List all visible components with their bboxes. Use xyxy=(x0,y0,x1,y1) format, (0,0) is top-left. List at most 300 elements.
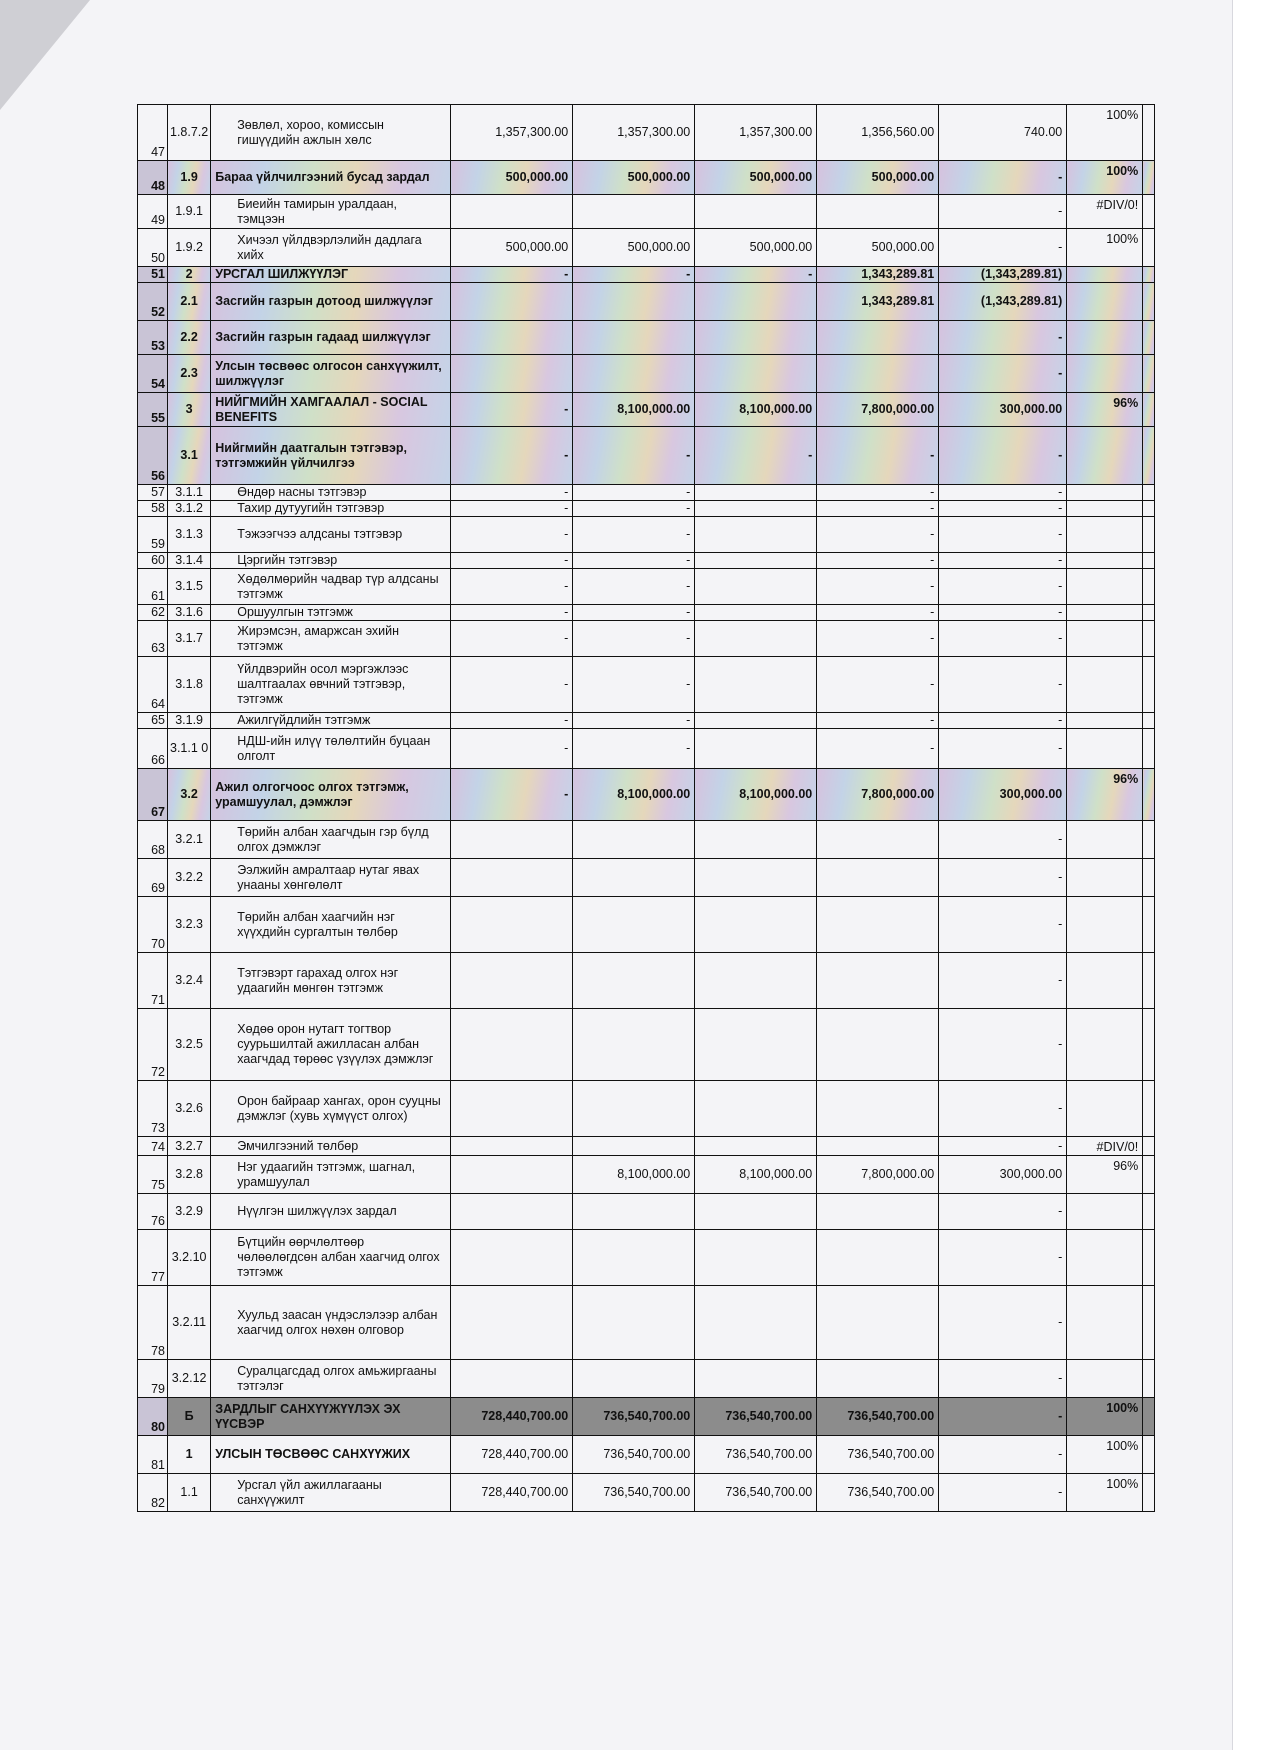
actual-amount xyxy=(817,821,939,859)
actual-amount: 736,540,700.00 xyxy=(817,1398,939,1436)
revised-budget: - xyxy=(573,713,695,729)
planned-amount xyxy=(695,1137,817,1156)
table-row xyxy=(138,1009,1155,1081)
table-row xyxy=(138,485,1155,501)
empty-cell xyxy=(1143,621,1155,657)
difference: - xyxy=(939,485,1067,501)
table-row xyxy=(138,517,1155,553)
table-row xyxy=(138,953,1155,1009)
difference: - xyxy=(939,621,1067,657)
row-index: 73 xyxy=(138,1081,168,1137)
empty-cell xyxy=(1143,569,1155,605)
table-row xyxy=(138,1436,1155,1474)
planned-amount xyxy=(695,713,817,729)
completion-percent xyxy=(1067,485,1143,501)
planned-amount xyxy=(695,821,817,859)
row-index: 66 xyxy=(138,729,168,769)
item-name: Өндөр насны тэтгэвэр xyxy=(211,485,451,501)
empty-cell xyxy=(1143,1436,1155,1474)
difference: - xyxy=(939,1360,1067,1398)
revised-budget xyxy=(573,1286,695,1360)
item-name: Хөдөө орон нутагт тогтвор суурьшилтай ажилласан албан хаагчдад төрөөс үзүүлэх дэмжлэг xyxy=(211,1009,451,1081)
empty-cell xyxy=(1143,229,1155,267)
planned-amount xyxy=(695,195,817,229)
row-index: 64 xyxy=(138,657,168,713)
empty-cell xyxy=(1143,501,1155,517)
revised-budget xyxy=(573,1081,695,1137)
actual-amount: - xyxy=(817,569,939,605)
table-row xyxy=(138,321,1155,355)
revised-budget: - xyxy=(573,267,695,283)
approved-budget: - xyxy=(451,569,573,605)
row-index: 53 xyxy=(138,321,168,355)
item-name: Суралцагсдад олгох амьжиргааны тэтгэлэг xyxy=(211,1360,451,1398)
difference: (1,343,289.81) xyxy=(939,283,1067,321)
row-index: 57 xyxy=(138,485,168,501)
row-index: 69 xyxy=(138,859,168,897)
table-row xyxy=(138,229,1155,267)
revised-budget: - xyxy=(573,569,695,605)
revised-budget: - xyxy=(573,517,695,553)
difference: - xyxy=(939,195,1067,229)
approved-budget: - xyxy=(451,393,573,427)
completion-percent xyxy=(1067,657,1143,713)
row-code: 1.9.1 xyxy=(168,195,211,229)
item-name: ЗАРДЛЫГ САНХҮҮЖҮҮЛЭХ ЭХ ҮҮСВЭР xyxy=(211,1398,451,1436)
actual-amount xyxy=(817,1194,939,1230)
revised-budget: - xyxy=(573,605,695,621)
difference: 300,000.00 xyxy=(939,393,1067,427)
revised-budget xyxy=(573,355,695,393)
row-index: 78 xyxy=(138,1286,168,1360)
row-code: 2.3 xyxy=(168,355,211,393)
difference: - xyxy=(939,1194,1067,1230)
empty-cell xyxy=(1143,321,1155,355)
revised-budget xyxy=(573,859,695,897)
actual-amount: - xyxy=(817,713,939,729)
table-row xyxy=(138,267,1155,283)
table-row xyxy=(138,621,1155,657)
revised-budget: - xyxy=(573,501,695,517)
actual-amount: - xyxy=(817,621,939,657)
table-row xyxy=(138,1474,1155,1512)
difference: 740.00 xyxy=(939,105,1067,161)
planned-amount: 1,357,300.00 xyxy=(695,105,817,161)
empty-cell xyxy=(1143,657,1155,713)
item-name: Эмчилгээний төлбөр xyxy=(211,1137,451,1156)
approved-budget xyxy=(451,1230,573,1286)
row-index: 59 xyxy=(138,517,168,553)
item-name: Нийгмийн даатгалын тэтгэвэр, тэтгэмжийн үйлчилгээ xyxy=(211,427,451,485)
item-name: Улсын төсвөөс олгосон санхүүжилт, шилжүүлэг xyxy=(211,355,451,393)
approved-budget: 728,440,700.00 xyxy=(451,1436,573,1474)
difference: - xyxy=(939,1398,1067,1436)
revised-budget xyxy=(573,1137,695,1156)
row-code: 3.2.11 xyxy=(168,1286,211,1360)
empty-cell xyxy=(1143,1360,1155,1398)
planned-amount xyxy=(695,501,817,517)
table-row xyxy=(138,355,1155,393)
planned-amount xyxy=(695,1009,817,1081)
item-name: Ээлжийн амралтаар нутаг явах унааны хөнгөлөлт xyxy=(211,859,451,897)
revised-budget xyxy=(573,821,695,859)
actual-amount xyxy=(817,897,939,953)
empty-cell xyxy=(1143,1230,1155,1286)
completion-percent xyxy=(1067,713,1143,729)
empty-cell xyxy=(1143,729,1155,769)
table-row xyxy=(138,1398,1155,1436)
item-name: Жирэмсэн, амаржсан эхийн тэтгэмж xyxy=(211,621,451,657)
item-name: Төрийн албан хаагчийн нэг хүүхдийн сургалтын төлбөр xyxy=(211,897,451,953)
difference: - xyxy=(939,501,1067,517)
revised-budget: - xyxy=(573,427,695,485)
planned-amount: 8,100,000.00 xyxy=(695,1156,817,1194)
row-code: 3.1.4 xyxy=(168,553,211,569)
completion-percent xyxy=(1067,321,1143,355)
completion-percent: 100% xyxy=(1067,1436,1143,1474)
item-name: Оршуулгын тэтгэмж xyxy=(211,605,451,621)
row-index: 65 xyxy=(138,713,168,729)
item-name: Тэжээгчээ алдсаны тэтгэвэр xyxy=(211,517,451,553)
revised-budget: 8,100,000.00 xyxy=(573,769,695,821)
empty-cell xyxy=(1143,1286,1155,1360)
planned-amount xyxy=(695,953,817,1009)
difference: - xyxy=(939,1286,1067,1360)
actual-amount xyxy=(817,1081,939,1137)
completion-percent xyxy=(1067,569,1143,605)
planned-amount xyxy=(695,897,817,953)
planned-amount xyxy=(695,1194,817,1230)
empty-cell xyxy=(1143,1156,1155,1194)
actual-amount: - xyxy=(817,517,939,553)
approved-budget xyxy=(451,897,573,953)
row-code: 3.1.6 xyxy=(168,605,211,621)
difference: - xyxy=(939,427,1067,485)
planned-amount: 736,540,700.00 xyxy=(695,1474,817,1512)
planned-amount xyxy=(695,569,817,605)
row-code: 3.1.1 xyxy=(168,485,211,501)
row-code: 3.2.4 xyxy=(168,953,211,1009)
row-code: 3.1.9 xyxy=(168,713,211,729)
completion-percent: 96% xyxy=(1067,393,1143,427)
empty-cell xyxy=(1143,1194,1155,1230)
item-name: НДШ-ийн илүү төлөлтийн буцаан олголт xyxy=(211,729,451,769)
row-code: 3.2 xyxy=(168,769,211,821)
row-code: 3.2.5 xyxy=(168,1009,211,1081)
planned-amount xyxy=(695,1230,817,1286)
row-code: 1.9 xyxy=(168,161,211,195)
difference: - xyxy=(939,517,1067,553)
table-row xyxy=(138,1194,1155,1230)
item-name: Үйлдвэрийн осол мэргэжлээс шалтгаалах өвчний тэтгэвэр, тэтгэмж xyxy=(211,657,451,713)
row-code: 3 xyxy=(168,393,211,427)
difference: - xyxy=(939,569,1067,605)
planned-amount: 8,100,000.00 xyxy=(695,393,817,427)
actual-amount: - xyxy=(817,553,939,569)
approved-budget: - xyxy=(451,605,573,621)
completion-percent xyxy=(1067,897,1143,953)
actual-amount xyxy=(817,355,939,393)
actual-amount: 736,540,700.00 xyxy=(817,1436,939,1474)
item-name: Бүтцийн өөрчлөлтөөр чөлөөлөгдсөн албан хаагчид олгох тэтгэмж xyxy=(211,1230,451,1286)
row-code: 3.2.8 xyxy=(168,1156,211,1194)
completion-percent xyxy=(1067,517,1143,553)
approved-budget xyxy=(451,1156,573,1194)
approved-budget: - xyxy=(451,657,573,713)
actual-amount: - xyxy=(817,605,939,621)
row-index: 58 xyxy=(138,501,168,517)
difference: - xyxy=(939,1009,1067,1081)
table-row xyxy=(138,729,1155,769)
empty-cell xyxy=(1143,517,1155,553)
difference: 300,000.00 xyxy=(939,1156,1067,1194)
planned-amount: 736,540,700.00 xyxy=(695,1398,817,1436)
approved-budget: 728,440,700.00 xyxy=(451,1474,573,1512)
revised-budget xyxy=(573,897,695,953)
completion-percent: 100% xyxy=(1067,105,1143,161)
item-name: Засгийн газрын гадаад шилжүүлэг xyxy=(211,321,451,355)
table-row xyxy=(138,569,1155,605)
row-code: 2 xyxy=(168,267,211,283)
revised-budget: 500,000.00 xyxy=(573,229,695,267)
approved-budget xyxy=(451,1360,573,1398)
planned-amount xyxy=(695,859,817,897)
table-row xyxy=(138,821,1155,859)
difference: - xyxy=(939,897,1067,953)
difference: - xyxy=(939,321,1067,355)
actual-amount xyxy=(817,321,939,355)
actual-amount: 7,800,000.00 xyxy=(817,1156,939,1194)
completion-percent: #DIV/0! xyxy=(1067,1137,1143,1156)
planned-amount xyxy=(695,1081,817,1137)
empty-cell xyxy=(1143,1137,1155,1156)
item-name: Хичээл үйлдвэрлэлийн дадлага хийх xyxy=(211,229,451,267)
approved-budget xyxy=(451,953,573,1009)
difference: - xyxy=(939,713,1067,729)
revised-budget: 1,357,300.00 xyxy=(573,105,695,161)
approved-budget: - xyxy=(451,621,573,657)
difference: - xyxy=(939,953,1067,1009)
approved-budget xyxy=(451,1194,573,1230)
revised-budget xyxy=(573,1360,695,1398)
approved-budget: - xyxy=(451,485,573,501)
table-row xyxy=(138,195,1155,229)
empty-cell xyxy=(1143,427,1155,485)
row-index: 61 xyxy=(138,569,168,605)
completion-percent: 100% xyxy=(1067,161,1143,195)
row-index: 71 xyxy=(138,953,168,1009)
row-index: 81 xyxy=(138,1436,168,1474)
actual-amount: 7,800,000.00 xyxy=(817,393,939,427)
empty-cell xyxy=(1143,161,1155,195)
table-row xyxy=(138,1286,1155,1360)
row-index: 48 xyxy=(138,161,168,195)
empty-cell xyxy=(1143,821,1155,859)
table-row xyxy=(138,1137,1155,1156)
actual-amount: 1,343,289.81 xyxy=(817,283,939,321)
planned-amount xyxy=(695,621,817,657)
empty-cell xyxy=(1143,713,1155,729)
row-code: Б xyxy=(168,1398,211,1436)
approved-budget xyxy=(451,1286,573,1360)
item-name: Зөвлөл, хороо, комиссын гишүүдийн ажлын хөлс xyxy=(211,105,451,161)
row-index: 72 xyxy=(138,1009,168,1081)
row-code: 3.2.6 xyxy=(168,1081,211,1137)
actual-amount: - xyxy=(817,427,939,485)
revised-budget: 736,540,700.00 xyxy=(573,1436,695,1474)
table-row xyxy=(138,1156,1155,1194)
actual-amount: 736,540,700.00 xyxy=(817,1474,939,1512)
completion-percent: #DIV/0! xyxy=(1067,195,1143,229)
actual-amount: 1,343,289.81 xyxy=(817,267,939,283)
empty-cell xyxy=(1143,267,1155,283)
planned-amount xyxy=(695,605,817,621)
completion-percent xyxy=(1067,283,1143,321)
completion-percent xyxy=(1067,267,1143,283)
folded-corner xyxy=(0,0,90,110)
empty-cell xyxy=(1143,1398,1155,1436)
difference: - xyxy=(939,859,1067,897)
difference: 300,000.00 xyxy=(939,769,1067,821)
planned-amount xyxy=(695,1360,817,1398)
row-index: 56 xyxy=(138,427,168,485)
planned-amount: 8,100,000.00 xyxy=(695,769,817,821)
row-code: 3.1.2 xyxy=(168,501,211,517)
row-code: 1 xyxy=(168,1436,211,1474)
item-name: Тахир дутуугийн тэтгэвэр xyxy=(211,501,451,517)
table-row xyxy=(138,605,1155,621)
table-row xyxy=(138,897,1155,953)
item-name: Нэг удаагийн тэтгэмж, шагнал, урамшуулал xyxy=(211,1156,451,1194)
row-index: 76 xyxy=(138,1194,168,1230)
empty-cell xyxy=(1143,485,1155,501)
actual-amount xyxy=(817,1230,939,1286)
row-code: 3.2.12 xyxy=(168,1360,211,1398)
item-name: Орон байраар хангах, орон сууцны дэмжлэг (хувь хүмүүст олгох) xyxy=(211,1081,451,1137)
empty-cell xyxy=(1143,283,1155,321)
row-index: 49 xyxy=(138,195,168,229)
item-name: Тэтгэвэрт гарахад олгох нэг удаагийн мөнгөн тэтгэмж xyxy=(211,953,451,1009)
planned-amount: 500,000.00 xyxy=(695,229,817,267)
empty-cell xyxy=(1143,859,1155,897)
revised-budget xyxy=(573,283,695,321)
row-code: 2.1 xyxy=(168,283,211,321)
row-code: 1.9.2 xyxy=(168,229,211,267)
difference: - xyxy=(939,1474,1067,1512)
approved-budget: 500,000.00 xyxy=(451,229,573,267)
row-index: 77 xyxy=(138,1230,168,1286)
row-index: 80 xyxy=(138,1398,168,1436)
empty-cell xyxy=(1143,355,1155,393)
actual-amount: 1,356,560.00 xyxy=(817,105,939,161)
approved-budget xyxy=(451,195,573,229)
empty-cell xyxy=(1143,1474,1155,1512)
empty-cell xyxy=(1143,195,1155,229)
planned-amount: - xyxy=(695,427,817,485)
revised-budget: 736,540,700.00 xyxy=(573,1398,695,1436)
row-index: 51 xyxy=(138,267,168,283)
item-name: Хуульд заасан үндэслэлээр албан хаагчид олгох нөхөн олговор xyxy=(211,1286,451,1360)
approved-budget xyxy=(451,355,573,393)
empty-cell xyxy=(1143,1009,1155,1081)
difference: - xyxy=(939,657,1067,713)
completion-percent xyxy=(1067,821,1143,859)
row-code: 3.1 xyxy=(168,427,211,485)
item-name: Ажилгүйдлийн тэтгэмж xyxy=(211,713,451,729)
completion-percent xyxy=(1067,953,1143,1009)
approved-budget: - xyxy=(451,713,573,729)
row-code: 3.2.10 xyxy=(168,1230,211,1286)
completion-percent: 100% xyxy=(1067,1398,1143,1436)
completion-percent xyxy=(1067,427,1143,485)
budget-table xyxy=(137,104,1155,1512)
revised-budget: - xyxy=(573,621,695,657)
approved-budget xyxy=(451,859,573,897)
table-row xyxy=(138,427,1155,485)
table-row xyxy=(138,501,1155,517)
item-name: Биеийн тамирын уралдаан, тэмцээн xyxy=(211,195,451,229)
row-index: 55 xyxy=(138,393,168,427)
completion-percent: 96% xyxy=(1067,1156,1143,1194)
approved-budget: - xyxy=(451,267,573,283)
item-name: НИЙГМИЙН ХАМГААЛАЛ - SOCIAL BENEFITS xyxy=(211,393,451,427)
actual-amount: - xyxy=(817,485,939,501)
row-code: 3.1.8 xyxy=(168,657,211,713)
approved-budget xyxy=(451,1081,573,1137)
approved-budget: 1,357,300.00 xyxy=(451,105,573,161)
planned-amount xyxy=(695,729,817,769)
planned-amount xyxy=(695,355,817,393)
planned-amount xyxy=(695,553,817,569)
revised-budget xyxy=(573,1009,695,1081)
completion-percent xyxy=(1067,1360,1143,1398)
completion-percent: 96% xyxy=(1067,769,1143,821)
row-code: 3.1.3 xyxy=(168,517,211,553)
actual-amount: 7,800,000.00 xyxy=(817,769,939,821)
planned-amount: - xyxy=(695,267,817,283)
item-name: Төрийн албан хаагчдын гэр бүлд олгох дэмжлэг xyxy=(211,821,451,859)
item-name: Цэргийн тэтгэвэр xyxy=(211,553,451,569)
item-name: УРСГАЛ ШИЛЖҮҮЛЭГ xyxy=(211,267,451,283)
completion-percent xyxy=(1067,621,1143,657)
revised-budget: - xyxy=(573,729,695,769)
difference: - xyxy=(939,1137,1067,1156)
row-index: 62 xyxy=(138,605,168,621)
revised-budget: - xyxy=(573,657,695,713)
difference: - xyxy=(939,821,1067,859)
approved-budget xyxy=(451,1137,573,1156)
approved-budget xyxy=(451,283,573,321)
table-row xyxy=(138,553,1155,569)
actual-amount xyxy=(817,1286,939,1360)
empty-cell xyxy=(1143,769,1155,821)
table-row xyxy=(138,1081,1155,1137)
difference: - xyxy=(939,161,1067,195)
planned-amount xyxy=(695,283,817,321)
table-row xyxy=(138,1230,1155,1286)
difference: - xyxy=(939,729,1067,769)
row-code: 3.1.5 xyxy=(168,569,211,605)
completion-percent xyxy=(1067,355,1143,393)
item-name: Нүүлгэн шилжүүлэх зардал xyxy=(211,1194,451,1230)
row-code: 3.2.9 xyxy=(168,1194,211,1230)
revised-budget: 500,000.00 xyxy=(573,161,695,195)
row-code: 3.2.3 xyxy=(168,897,211,953)
table-row xyxy=(138,713,1155,729)
planned-amount: 736,540,700.00 xyxy=(695,1436,817,1474)
completion-percent: 100% xyxy=(1067,1474,1143,1512)
row-index: 74 xyxy=(138,1137,168,1156)
